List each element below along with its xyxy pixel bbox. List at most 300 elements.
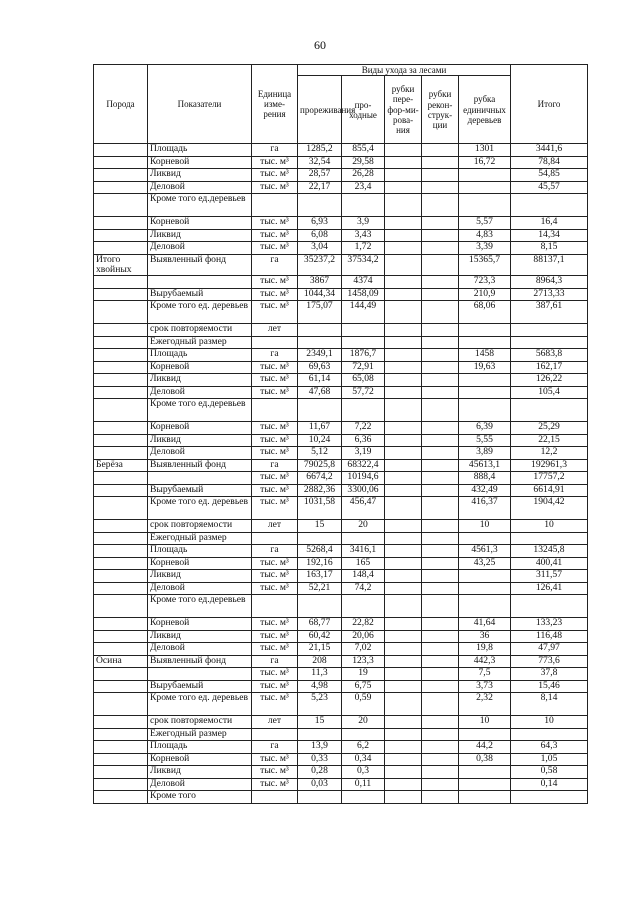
table-row: [94, 716, 588, 729]
value-cell: [422, 374, 459, 387]
value-cell: 105,4: [511, 386, 588, 399]
value-cell: [385, 169, 422, 182]
species-cell: [94, 156, 148, 169]
value-cell: [422, 447, 459, 460]
value-cell: 29,58: [342, 156, 385, 169]
value-cell: 144,49: [342, 301, 385, 324]
value-cell: 26,28: [342, 169, 385, 182]
species-cell: [94, 791, 148, 804]
indicator-cell: Кроме того ед.деревьев: [148, 194, 252, 217]
species-cell: [94, 778, 148, 791]
table-row: [94, 434, 588, 447]
indicator-cell: Ликвид: [148, 766, 252, 779]
value-cell: [298, 336, 342, 349]
value-cell: [422, 545, 459, 558]
table-row: [94, 532, 588, 545]
table-row: [94, 399, 588, 422]
species-cell: [94, 532, 148, 545]
value-cell: 43,25: [459, 557, 511, 570]
value-cell: 88137,1: [511, 254, 588, 276]
value-cell: 20: [342, 716, 385, 729]
value-cell: 69,63: [298, 361, 342, 374]
table-row: [94, 217, 588, 230]
species-cell: [94, 693, 148, 716]
value-cell: [422, 169, 459, 182]
value-cell: [385, 778, 422, 791]
value-cell: 1458: [459, 349, 511, 362]
value-cell: 14,34: [511, 229, 588, 242]
table-row: [94, 545, 588, 558]
species-cell: [94, 361, 148, 374]
value-cell: 78,84: [511, 156, 588, 169]
unit-cell: тыс. м³: [252, 276, 298, 289]
value-cell: [385, 422, 422, 435]
species-cell: [94, 741, 148, 754]
value-cell: 22,15: [511, 434, 588, 447]
value-cell: 1031,58: [298, 497, 342, 520]
value-cell: [422, 716, 459, 729]
value-cell: [385, 447, 422, 460]
value-cell: 3,43: [342, 229, 385, 242]
value-cell: 13245,8: [511, 545, 588, 558]
value-cell: 2882,36: [298, 484, 342, 497]
value-cell: 1904,42: [511, 497, 588, 520]
species-cell: [94, 169, 148, 182]
value-cell: [422, 361, 459, 374]
value-cell: 1044,34: [298, 288, 342, 301]
value-cell: [422, 349, 459, 362]
value-cell: 68322,4: [342, 459, 385, 472]
value-cell: [342, 532, 385, 545]
value-cell: 8,14: [511, 693, 588, 716]
value-cell: 116,48: [511, 630, 588, 643]
value-cell: 0,38: [459, 753, 511, 766]
value-cell: 36: [459, 630, 511, 643]
value-cell: [459, 778, 511, 791]
value-cell: 442,3: [459, 655, 511, 668]
value-cell: 10: [459, 716, 511, 729]
value-cell: [298, 595, 342, 618]
indicator-cell: Вырубаемый: [148, 680, 252, 693]
indicator-cell: Ликвид: [148, 229, 252, 242]
value-cell: [298, 194, 342, 217]
value-cell: [422, 336, 459, 349]
value-cell: [459, 324, 511, 337]
value-cell: [385, 545, 422, 558]
value-cell: 15: [298, 520, 342, 533]
value-cell: [511, 532, 588, 545]
species-cell: [94, 520, 148, 533]
value-cell: 3,04: [298, 242, 342, 255]
indicator-cell: Площадь: [148, 741, 252, 754]
indicator-cell: Деловой: [148, 242, 252, 255]
value-cell: [385, 570, 422, 583]
species-cell: [94, 181, 148, 194]
value-cell: [422, 557, 459, 570]
value-cell: [422, 655, 459, 668]
value-cell: 456,47: [342, 497, 385, 520]
value-cell: 60,42: [298, 630, 342, 643]
value-cell: 19,63: [459, 361, 511, 374]
unit-cell: га: [252, 655, 298, 668]
value-cell: [422, 144, 459, 157]
table-row: [94, 288, 588, 301]
indicator-cell: Корневой: [148, 618, 252, 631]
unit-cell: га: [252, 349, 298, 362]
value-cell: [422, 693, 459, 716]
value-cell: [422, 254, 459, 276]
value-cell: 8964,3: [511, 276, 588, 289]
value-cell: [385, 582, 422, 595]
species-cell: [94, 595, 148, 618]
unit-cell: тыс. м³: [252, 242, 298, 255]
value-cell: 22,82: [342, 618, 385, 631]
value-cell: 45,57: [511, 181, 588, 194]
unit-cell: тыс. м³: [252, 693, 298, 716]
value-cell: 175,07: [298, 301, 342, 324]
species-cell: [94, 288, 148, 301]
species-cell: [94, 728, 148, 741]
value-cell: [511, 324, 588, 337]
value-cell: 3,9: [342, 217, 385, 230]
value-cell: 23,4: [342, 181, 385, 194]
value-cell: [459, 374, 511, 387]
table-row: [94, 374, 588, 387]
value-cell: [422, 582, 459, 595]
value-cell: 64,3: [511, 741, 588, 754]
value-cell: [422, 156, 459, 169]
value-cell: 10: [511, 716, 588, 729]
value-cell: [385, 254, 422, 276]
value-cell: 52,21: [298, 582, 342, 595]
value-cell: [459, 336, 511, 349]
species-cell: [94, 217, 148, 230]
value-cell: 1285,2: [298, 144, 342, 157]
unit-cell: тыс. м³: [252, 181, 298, 194]
value-cell: [459, 386, 511, 399]
table-row: [94, 472, 588, 485]
unit-cell: тыс. м³: [252, 766, 298, 779]
table-row: [94, 181, 588, 194]
table-row: [94, 741, 588, 754]
table-row: [94, 618, 588, 631]
species-cell: [94, 716, 148, 729]
value-cell: 3,73: [459, 680, 511, 693]
species-cell: [94, 422, 148, 435]
value-cell: 5683,8: [511, 349, 588, 362]
unit-cell: тыс. м³: [252, 570, 298, 583]
value-cell: [385, 532, 422, 545]
value-cell: 773,6: [511, 655, 588, 668]
value-cell: [385, 434, 422, 447]
species-cell: [94, 324, 148, 337]
table-row: [94, 655, 588, 668]
table-row: [94, 630, 588, 643]
value-cell: 4374: [342, 276, 385, 289]
value-cell: 163,17: [298, 570, 342, 583]
value-cell: [422, 778, 459, 791]
species-cell: [94, 434, 148, 447]
unit-cell: тыс. м³: [252, 169, 298, 182]
value-cell: 0,03: [298, 778, 342, 791]
value-cell: 4561,3: [459, 545, 511, 558]
value-cell: 61,14: [298, 374, 342, 387]
value-cell: [422, 386, 459, 399]
value-cell: 7,5: [459, 668, 511, 681]
species-cell: [94, 618, 148, 631]
value-cell: 6,08: [298, 229, 342, 242]
value-cell: 11,67: [298, 422, 342, 435]
value-cell: [422, 728, 459, 741]
unit-cell: га: [252, 545, 298, 558]
indicator-cell: Ликвид: [148, 434, 252, 447]
species-cell: [94, 557, 148, 570]
species-cell: [94, 484, 148, 497]
table-row: [94, 520, 588, 533]
table-row: [94, 229, 588, 242]
value-cell: 28,57: [298, 169, 342, 182]
value-cell: [422, 520, 459, 533]
value-cell: [459, 194, 511, 217]
table-row: [94, 728, 588, 741]
value-cell: 148,4: [342, 570, 385, 583]
species-cell: [94, 545, 148, 558]
value-cell: [459, 532, 511, 545]
value-cell: 192961,3: [511, 459, 588, 472]
value-cell: 162,17: [511, 361, 588, 374]
value-cell: [385, 217, 422, 230]
value-cell: 11,3: [298, 668, 342, 681]
value-cell: [422, 399, 459, 422]
table-row: [94, 194, 588, 217]
value-cell: 7,02: [342, 643, 385, 656]
species-cell: [94, 668, 148, 681]
unit-cell: тыс. м³: [252, 630, 298, 643]
value-cell: 57,72: [342, 386, 385, 399]
unit-cell: тыс. м³: [252, 668, 298, 681]
species-cell: [94, 229, 148, 242]
indicator-cell: Кроме того ед. деревьев: [148, 301, 252, 324]
value-cell: 3,19: [342, 447, 385, 460]
value-cell: 855,4: [342, 144, 385, 157]
table-row: [94, 447, 588, 460]
table-row: [94, 386, 588, 399]
unit-cell: тыс. м³: [252, 361, 298, 374]
value-cell: 4,98: [298, 680, 342, 693]
value-cell: [298, 399, 342, 422]
indicator-cell: [148, 668, 252, 681]
indicator-cell: Ежегодный размер: [148, 728, 252, 741]
value-cell: 888,4: [459, 472, 511, 485]
value-cell: 2349,1: [298, 349, 342, 362]
indicator-cell: Корневой: [148, 217, 252, 230]
page-number: 60: [314, 38, 326, 52]
value-cell: [385, 655, 422, 668]
value-cell: 311,57: [511, 570, 588, 583]
indicator-cell: срок повторяемости: [148, 324, 252, 337]
value-cell: 6674,2: [298, 472, 342, 485]
indicator-cell: Деловой: [148, 386, 252, 399]
value-cell: [511, 595, 588, 618]
value-cell: 8,15: [511, 242, 588, 255]
value-cell: 22,17: [298, 181, 342, 194]
species-cell: [94, 766, 148, 779]
table-row: [94, 349, 588, 362]
value-cell: 133,23: [511, 618, 588, 631]
species-cell: [94, 276, 148, 289]
value-cell: 10: [459, 520, 511, 533]
value-cell: [385, 766, 422, 779]
table-row: [94, 144, 588, 157]
table-row: [94, 668, 588, 681]
value-cell: 19,8: [459, 643, 511, 656]
value-cell: 3,39: [459, 242, 511, 255]
value-cell: [511, 791, 588, 804]
unit-cell: га: [252, 144, 298, 157]
unit-cell: тыс. м³: [252, 778, 298, 791]
value-cell: 44,2: [459, 741, 511, 754]
unit-cell: тыс. м³: [252, 386, 298, 399]
unit-cell: тыс. м³: [252, 497, 298, 520]
unit-cell: га: [252, 741, 298, 754]
value-cell: [459, 181, 511, 194]
value-cell: 432,49: [459, 484, 511, 497]
value-cell: [342, 324, 385, 337]
value-cell: 37,8: [511, 668, 588, 681]
indicator-cell: Ликвид: [148, 630, 252, 643]
species-cell: [94, 753, 148, 766]
value-cell: 16,4: [511, 217, 588, 230]
value-cell: 3867: [298, 276, 342, 289]
value-cell: 5,55: [459, 434, 511, 447]
value-cell: 0,58: [511, 766, 588, 779]
value-cell: 72,91: [342, 361, 385, 374]
indicator-cell: [148, 472, 252, 485]
value-cell: [385, 374, 422, 387]
table-row: [94, 459, 588, 472]
value-cell: 2713,33: [511, 288, 588, 301]
value-cell: [422, 434, 459, 447]
species-cell: [94, 399, 148, 422]
value-cell: [385, 194, 422, 217]
value-cell: [422, 422, 459, 435]
value-cell: 41,64: [459, 618, 511, 631]
value-cell: 17757,2: [511, 472, 588, 485]
unit-cell: [252, 532, 298, 545]
value-cell: [385, 791, 422, 804]
header-reformation: рубки пере-фор-ми-рова-ния: [385, 76, 422, 144]
value-cell: [422, 276, 459, 289]
table-row: [94, 361, 588, 374]
value-cell: 15365,7: [459, 254, 511, 276]
value-cell: 3,89: [459, 447, 511, 460]
header-species: Порода: [94, 65, 148, 144]
species-cell: Итого хвойных: [94, 254, 148, 276]
indicator-cell: Кроме того ед. деревьев: [148, 497, 252, 520]
value-cell: 0,34: [342, 753, 385, 766]
value-cell: 10194,6: [342, 472, 385, 485]
value-cell: [385, 728, 422, 741]
value-cell: 3416,1: [342, 545, 385, 558]
value-cell: 10: [511, 520, 588, 533]
value-cell: 19: [342, 668, 385, 681]
unit-cell: тыс. м³: [252, 434, 298, 447]
value-cell: 3300,06: [342, 484, 385, 497]
value-cell: [422, 229, 459, 242]
unit-cell: тыс. м³: [252, 217, 298, 230]
value-cell: [342, 728, 385, 741]
value-cell: [298, 532, 342, 545]
header-indicators: Показатели: [148, 65, 252, 144]
value-cell: 74,2: [342, 582, 385, 595]
species-cell: Осина: [94, 655, 148, 668]
indicator-cell: Деловой: [148, 582, 252, 595]
value-cell: 1,05: [511, 753, 588, 766]
value-cell: 5,57: [459, 217, 511, 230]
value-cell: 0,33: [298, 753, 342, 766]
value-cell: [385, 144, 422, 157]
value-cell: 416,37: [459, 497, 511, 520]
value-cell: 0,3: [342, 766, 385, 779]
value-cell: 20,06: [342, 630, 385, 643]
value-cell: 1301: [459, 144, 511, 157]
species-cell: [94, 630, 148, 643]
value-cell: [459, 570, 511, 583]
indicator-cell: Площадь: [148, 349, 252, 362]
species-cell: [94, 374, 148, 387]
value-cell: [385, 242, 422, 255]
value-cell: [385, 741, 422, 754]
value-cell: [422, 472, 459, 485]
forest-care-table: [93, 64, 588, 804]
value-cell: 15: [298, 716, 342, 729]
value-cell: 68,77: [298, 618, 342, 631]
unit-cell: [252, 194, 298, 217]
table-row: [94, 693, 588, 716]
unit-cell: тыс. м³: [252, 229, 298, 242]
unit-cell: тыс. м³: [252, 301, 298, 324]
table-row: [94, 680, 588, 693]
species-cell: [94, 349, 148, 362]
unit-cell: тыс. м³: [252, 582, 298, 595]
indicator-cell: Вырубаемый: [148, 288, 252, 301]
indicator-cell: Ликвид: [148, 169, 252, 182]
value-cell: [422, 242, 459, 255]
value-cell: [422, 618, 459, 631]
indicator-cell: Площадь: [148, 545, 252, 558]
value-cell: [385, 693, 422, 716]
value-cell: 21,15: [298, 643, 342, 656]
unit-cell: тыс. м³: [252, 472, 298, 485]
value-cell: [422, 301, 459, 324]
table-row: [94, 254, 588, 276]
value-cell: [298, 791, 342, 804]
value-cell: [422, 288, 459, 301]
value-cell: 2,32: [459, 693, 511, 716]
unit-cell: тыс. м³: [252, 156, 298, 169]
unit-cell: [252, 399, 298, 422]
unit-cell: тыс. м³: [252, 557, 298, 570]
value-cell: 32,54: [298, 156, 342, 169]
value-cell: [385, 301, 422, 324]
value-cell: 25,29: [511, 422, 588, 435]
indicator-cell: Ликвид: [148, 570, 252, 583]
value-cell: 45613,1: [459, 459, 511, 472]
value-cell: [422, 791, 459, 804]
value-cell: 15,46: [511, 680, 588, 693]
species-cell: [94, 301, 148, 324]
value-cell: [385, 459, 422, 472]
